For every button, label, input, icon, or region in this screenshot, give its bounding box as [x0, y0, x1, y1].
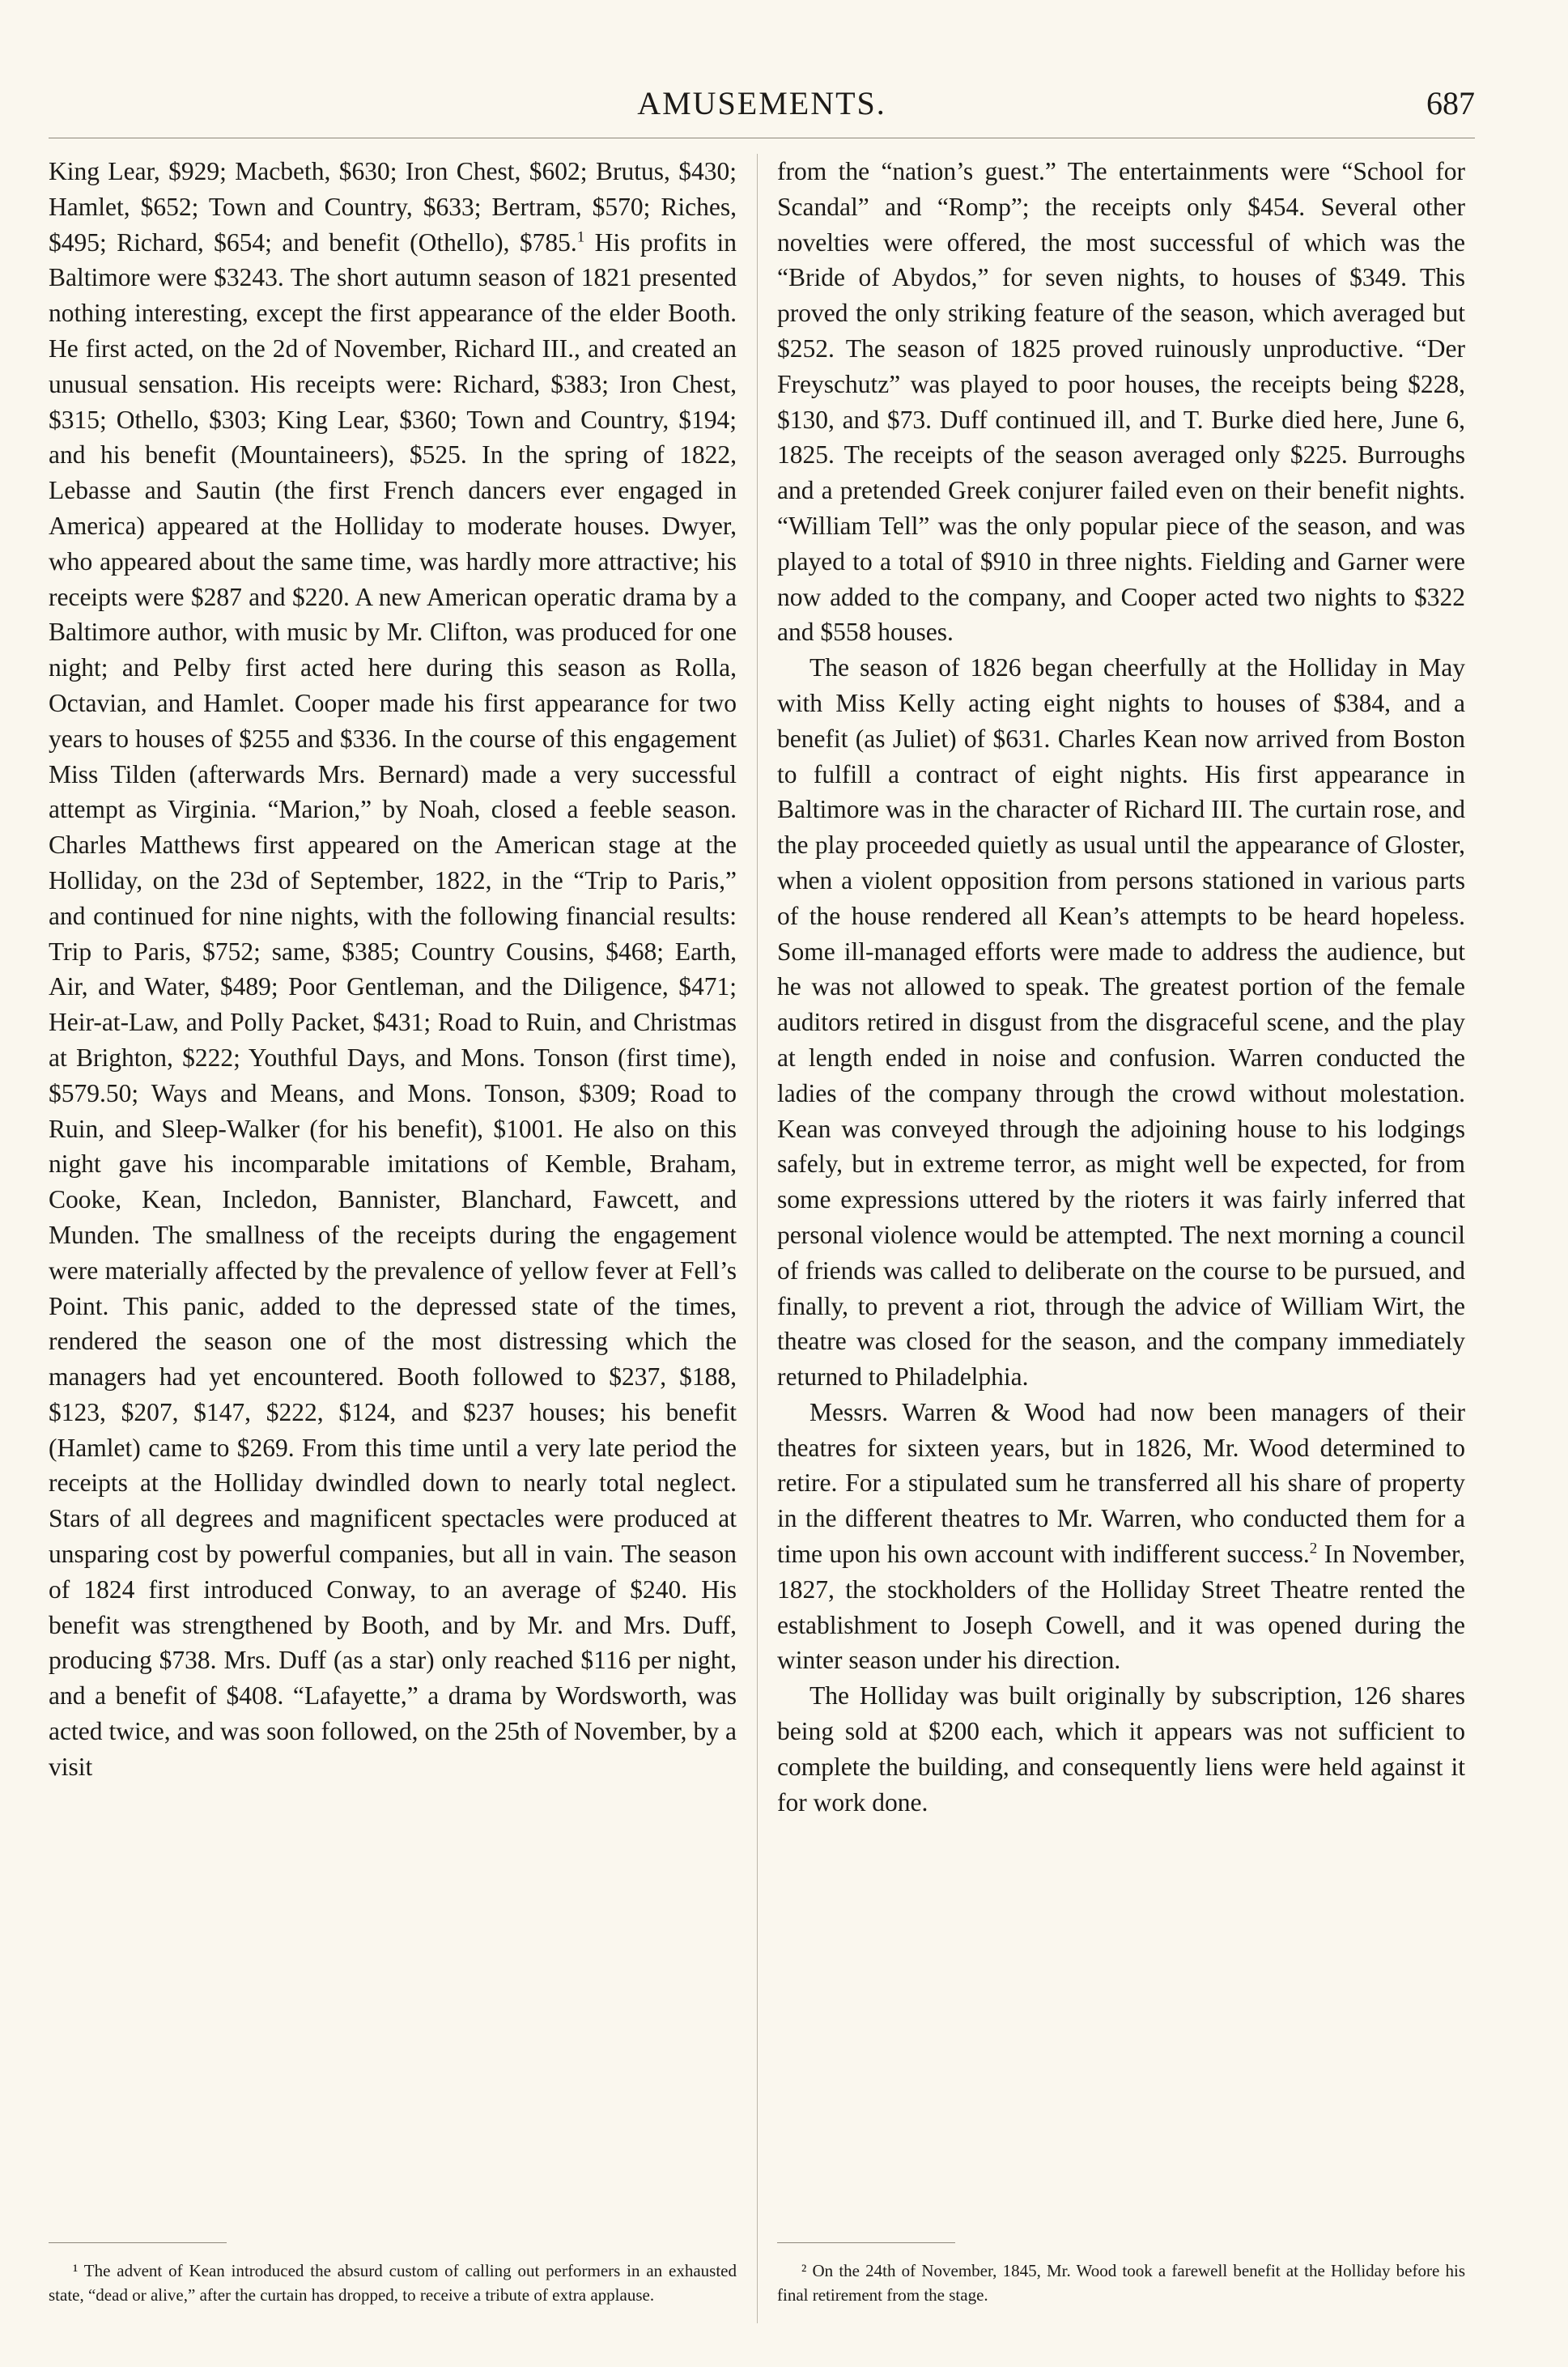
right-paragraph-3-text: Messrs. Warren & Wood had now been managers of their theatres for sixteen years, but in 1826, Mr. Wood determined to retire. For a stipulated sum he transferred all his share of property in the different theatres to Mr. Warren, who conducted them for a time upon his own account with indifferent success.	[777, 1397, 1465, 1569]
footnote-1: ¹ The advent of Kean introduced the absurd custom of calling out performers in an exhausted state, “dead or alive,” after the curtain has dropped, to receive a tribute of extra applause.	[49, 2261, 737, 2305]
left-paragraph-1-text: King Lear, $929; Macbeth, $630; Iron Chest, $602; Brutus, $430; Hamlet, $652; Town and Country, $633; Bertram, $570; Riches, $495; Richard, $654; and benefit (Othello), $785.	[49, 157, 737, 257]
footnote-ref-2: 2	[1309, 1540, 1318, 1557]
right-column	[777, 154, 1465, 2226]
chapter-title: AMUSEMENTS.	[637, 85, 886, 121]
running-header	[49, 84, 1475, 130]
footnote-2: ² On the 24th of November, 1845, Mr. Wood took a farewell benefit at the Holliday before his final retirement from the stage.	[777, 2261, 1465, 2305]
left-paragraph-1-continued: His profits in Baltimore were $3243. The short autumn season of 1821 presented nothing interesting, except the first appearance of the elder Booth. He first acted, on the 2d of November, Richard III., and created an unusual sensation. His receipts were: Richard, $383; Iron Chest, $315; Othello, $303; King Lear, $360; Town and Country, $194; and his benefit (Mountaineers), $525. In the spring of 1822, Lebasse and Sautin (the first French dancers ever engaged in America) appeared at the Holliday to moderate houses. Dwyer, who appeared about the same time, was hardly more attractive; his receipts were $287 and $220. A new American operatic drama by a Baltimore author, with music by Mr. Clifton, was produced for one night; and Pelby first acted here during this season as Rolla, Octavian, and Hamlet. Cooper made his first appearance for two years to houses of $255 and $336. In the course of this engagement Miss Tilden (afterwards Mrs. Bernard) made a very successful attempt as Virginia. “Marion,” by Noah, closed a feeble season. Charles Matthews first appeared on the American stage at the Holliday, on the 23d of September, 1822, in the “Trip to Paris,” and continued for nine nights, with the following financial results: Trip to Paris, $752; same, $385; Country Cousins, $468; Earth, Air, and Water, $489; Poor Gentleman, and the Diligence, $471; Heir-at-Law, and Polly Packet, $431; Road to Ruin, and Christmas at Brighton, $222; Youthful Days, and Mons. Tonson (first time), $579.50; Ways and Means, and Mons. Tonson, $309; Road to Ruin, and Sleep-Walker (for his benefit), $1001. He also on this night gave his incomparable imitations of Kemble, Braham, Cooke, Kean, Incledon, Bannister, Blanchard, Fawcett, and Munden. The smallness of the receipts during the engagement were materially affected by the prevalence of yellow fever at Fell’s Point. This panic, added to the depressed state of the times, rendered the season one of the most distressing which the managers had yet encountered. Booth followed to $237, $188, $123, $207, $147, $222, $124, and $237 houses; his benefit (Hamlet) came to $269. From this time until a very late period the receipts at the Holliday dwindled down to nearly total neglect. Stars of all degrees and magnificent spectacles were produced at unsparing cost by powerful companies, but all in vain. The season of 1824 first introduced Conway, to an average of $240. His benefit was strengthened by Booth, and by Mr. and Mrs. Duff, producing $738. Mrs. Duff (as a star) only reached $116 per night, and a benefit of $408. “Lafayette,” a drama by Wordsworth, was acted twice, and was soon followed, on the 25th of November, by a visit	[49, 227, 737, 1781]
right-paragraph-1: from the “nation’s guest.” The entertainments were “School for Scandal” and “Romp”; the receipts only $454. Several other novelties were offered, the most successful of which was the “Bride of Abydos,” for seven nights, to houses of $349. This proved the only striking feature of the season, which averaged but $252. The season of 1825 proved ruinously unproductive. “Der Freyschutz” was played to poor houses, the receipts being $228, $130, and $73. Duff continued ill, and T. Burke died here, June 6, 1825. The receipts of the season averaged only $225. Burroughs and a pretended Greek conjurer failed even on their benefit nights. “William Tell” was the only popular piece of the season, and was played to a total of $910 in three nights. Fielding and Garner were now added to the company, and Cooper acted two nights to $322 and $558 houses.	[777, 157, 1465, 647]
left-column	[49, 154, 737, 2226]
page-number: 687	[1426, 85, 1475, 121]
right-paragraph-3	[777, 1395, 1465, 1678]
footnote-ref-1: 1	[576, 228, 585, 246]
right-paragraph-4: The Holliday was built originally by subscription, 126 shares being sold at $200 each, which it appears was not sufficient to complete the building, and consequently liens were held against it for work done.	[777, 1681, 1465, 1817]
footnote-rule-left	[49, 2242, 227, 2243]
column-divider	[757, 154, 758, 2323]
right-paragraph-3-continued: In November, 1827, the stockholders of the Holliday Street Theatre rented the establishment to Joseph Cowell, and it was opened during the winter season under his direction.	[777, 1540, 1465, 1675]
right-paragraph-2: The season of 1826 began cheerfully at the Holliday in May with Miss Kelly acting eight nights to houses of $384, and a benefit (as Juliet) of $631. Charles Kean now arrived from Boston to fulfill a contract of eight nights. His first appearance in Baltimore was in the character of Richard III. The curtain rose, and the play proceeded quietly as usual until the appearance of Gloster, when a violent opposition from persons stationed in various parts of the house rendered all Kean’s attempts to be heard hopeless. Some ill-managed efforts were made to address the audience, but he was not allowed to speak. The greatest portion of the female auditors retired in disgust from the disgraceful scene, and the play at length ended in noise and confusion. Warren conducted the ladies of the company through the crowd without molestation. Kean was conveyed through the adjoining house to his lodgings safely, but in extreme terror, as might well be expected, for from some expressions uttered by the rioters it was fairly inferred that personal violence would be attempted. The next morning a council of friends was called to deliberate on the course to be pursued, and finally, to prevent a riot, through the advice of William Wirt, the theatre was closed for the season, and the company immediately returned to Philadelphia.	[777, 653, 1465, 1392]
footnote-rule-right	[777, 2242, 955, 2243]
left-paragraph-1	[49, 154, 737, 1785]
